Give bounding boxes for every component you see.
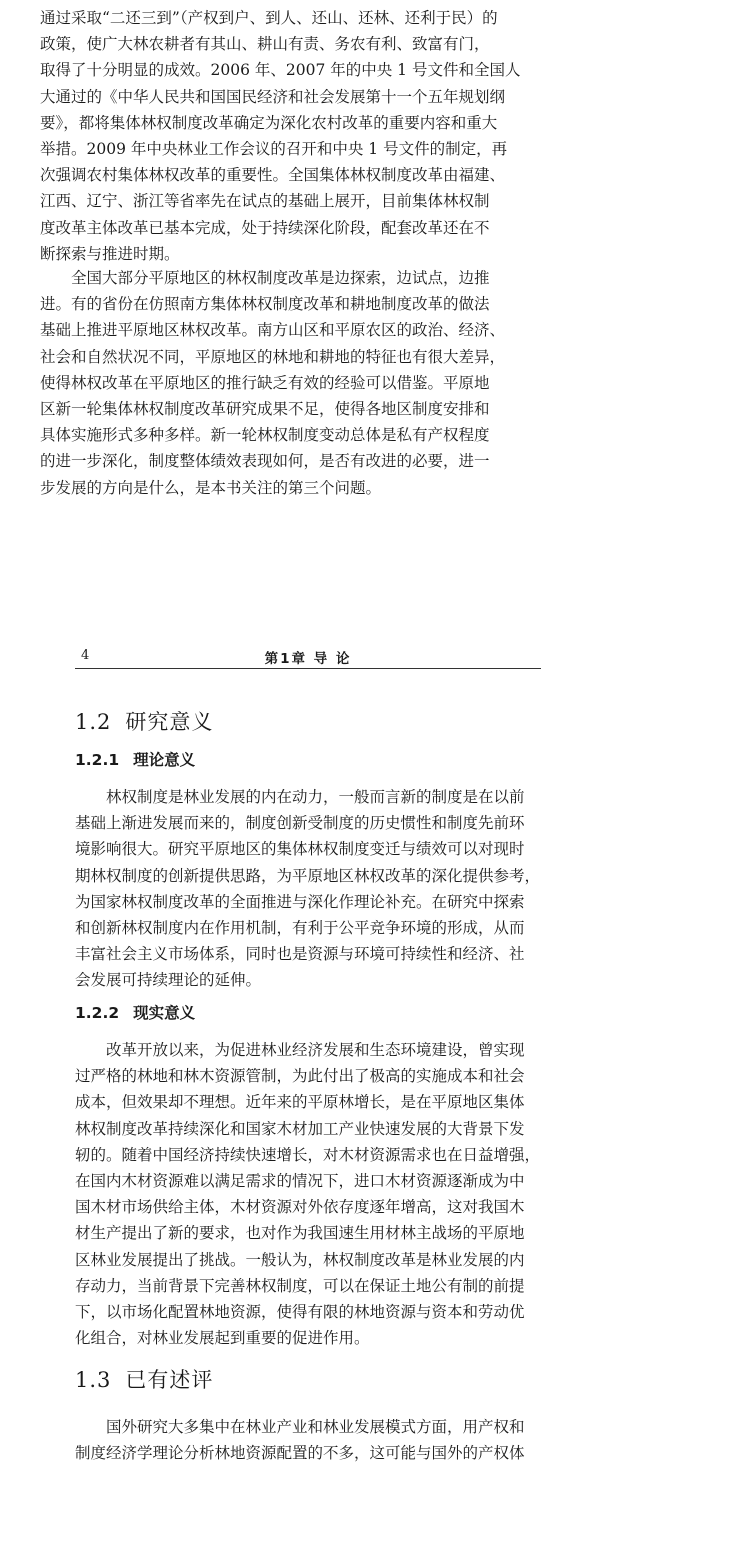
text-line: 丰富社会主义市场体系，同时也是资源与环境可持续性和经济、社 — [75, 945, 525, 964]
text-line: 林权制度改革持续深化和国家木材加工产业快速发展的大背景下发 — [75, 1119, 525, 1138]
practice-paragraph — [75, 1037, 545, 1351]
text-line: 要》，都将集体林权制度改革确定为深化农村改革的重要内容和重大 — [40, 113, 498, 132]
text-line: 次强调农村集体林权改革的重要性。全国集体林权制度改革由福建、 — [40, 166, 506, 185]
section-number: 1.3 — [75, 1368, 112, 1392]
section-heading-1-2 — [75, 706, 213, 736]
theory-paragraph — [75, 784, 545, 994]
page-header — [75, 646, 541, 669]
text-line: 国木材市场供给主体，木材资源对外依存度逐年增高，这对我国木 — [75, 1198, 525, 1217]
top-paragraph-2 — [40, 265, 520, 501]
text-line: 区新一轮集体林权制度改革研究成果不足，使得各地区制度安排和 — [40, 400, 490, 419]
text-line: 具体实施形式多种多样。新一轮林权制度变动总体是私有产权程度 — [40, 426, 490, 445]
subsection-number: 1.2.1 — [75, 751, 120, 769]
text-line: 江西、辽宁、浙江等省率先在试点的基础上展开，目前集体林权制 — [40, 192, 490, 211]
text-line: 下，以市场化配置林地资源，使得有限的林地资源与资本和劳动优 — [75, 1303, 525, 1322]
section-heading-1-3 — [75, 1364, 213, 1394]
text-line: 社会和自然状况不同，平原地区的林地和耕地的特征也有很大差异， — [40, 347, 506, 366]
text-line: 大通过的《中华人民共和国国民经济和社会发展第十一个五年规划纲 — [40, 87, 506, 106]
text-line: 举措。2009 年中央林业工作会议的召开和中央 1 号文件的制定，再 — [40, 140, 508, 159]
text-line: 轫的。随着中国经济持续快速增长，对木材资源需求也在日益增强， — [75, 1145, 541, 1164]
subsection-title: 现实意义 — [133, 1004, 196, 1022]
text-line: 为国家林权制度改革的全面推进与深化作理论补充。在研究中探索 — [75, 892, 525, 911]
subsection-number: 1.2.2 — [75, 1004, 120, 1022]
text-line: 断探索与推进时期。 — [40, 244, 180, 263]
text-line: 的进一步深化，制度整体绩效表现如何，是否有改进的必要，进一 — [40, 452, 490, 471]
subsection-heading-1-2-1 — [75, 748, 195, 770]
subsection-title: 理论意义 — [133, 751, 196, 769]
text-line: 取得了十分明显的成效。2006 年、2007 年的中央 1 号文件和全国人 — [40, 61, 520, 80]
section-title: 研究意义 — [125, 710, 214, 734]
text-line: 基础上渐进发展而来的，制度创新受制度的历史惯性和制度先前环 — [75, 814, 525, 833]
text-line: 化组合，对林业发展起到重要的促进作用。 — [75, 1329, 370, 1348]
text-line: 基础上推进平原地区林权改革。南方山区和平原农区的政治、经济、 — [40, 321, 506, 340]
section-title: 已有述评 — [125, 1368, 214, 1392]
text-line: 材生产提出了新的要求，也对作为我国速生用材林主战场的平原地 — [75, 1224, 525, 1243]
text-line: 步发展的方向是什么，是本书关注的第三个问题。 — [40, 478, 382, 497]
text-line: 全国大部分平原地区的林权制度改革是边探索，边试点，边推 — [71, 269, 490, 287]
text-line: 通过采取“二还三到”（产权到户、到人、还山、还林、还利于民）的 — [40, 9, 498, 27]
text-line: 使得林权改革在平原地区的推行缺乏有效的经验可以借鉴。平原地 — [40, 373, 490, 392]
text-line: 政策，使广大林农耕者有其山、耕山有责、务农有利、致富有门， — [40, 35, 490, 54]
text-line: 林权制度是林业发展的内在动力，一般而言新的制度是在以前 — [106, 788, 525, 806]
top-paragraph-1 — [40, 5, 520, 267]
review-paragraph — [75, 1414, 545, 1466]
text-line: 进。有的省份在仿照南方集体林权制度改革和耕地制度改革的做法 — [40, 295, 490, 314]
text-line: 期林权制度的创新提供思路，为平原地区林权改革的深化提供参考， — [75, 866, 541, 885]
text-line: 度改革主体改革已基本完成，处于持续深化阶段，配套改革还在不 — [40, 218, 490, 237]
text-line: 和创新林权制度内在作用机制，有利于公平竞争环境的形成，从而 — [75, 919, 525, 938]
text-line: 过严格的林地和林木资源管制，为此付出了极高的实施成本和社会 — [75, 1067, 525, 1086]
page-number: 4 — [81, 648, 90, 663]
text-line: 在国内木材资源难以满足需求的情况下，进口木材资源逐渐成为中 — [75, 1172, 525, 1191]
text-line: 国外研究大多集中在林业产业和林业发展模式方面，用产权和 — [106, 1418, 525, 1436]
section-number: 1.2 — [75, 710, 112, 734]
text-line: 会发展可持续理论的延伸。 — [75, 971, 262, 990]
chapter-title: 第1章 导 论 — [264, 651, 352, 667]
text-line: 制度经济学理论分析林地资源配置的不多，这可能与国外的产权体 — [75, 1444, 525, 1463]
text-line: 存动力，当前背景下完善林权制度，可以在保证土地公有制的前提 — [75, 1276, 525, 1295]
text-line: 改革开放以来，为促进林业经济发展和生态环境建设，曾实现 — [106, 1041, 525, 1059]
text-line: 成本，但效果却不理想。近年来的平原林增长，是在平原地区集体 — [75, 1093, 525, 1112]
text-line: 境影响很大。研究平原地区的集体林权制度变迁与绩效可以对现时 — [75, 840, 525, 859]
subsection-heading-1-2-2 — [75, 1001, 195, 1023]
text-line: 区林业发展提出了挑战。一般认为，林权制度改革是林业发展的内 — [75, 1250, 525, 1269]
